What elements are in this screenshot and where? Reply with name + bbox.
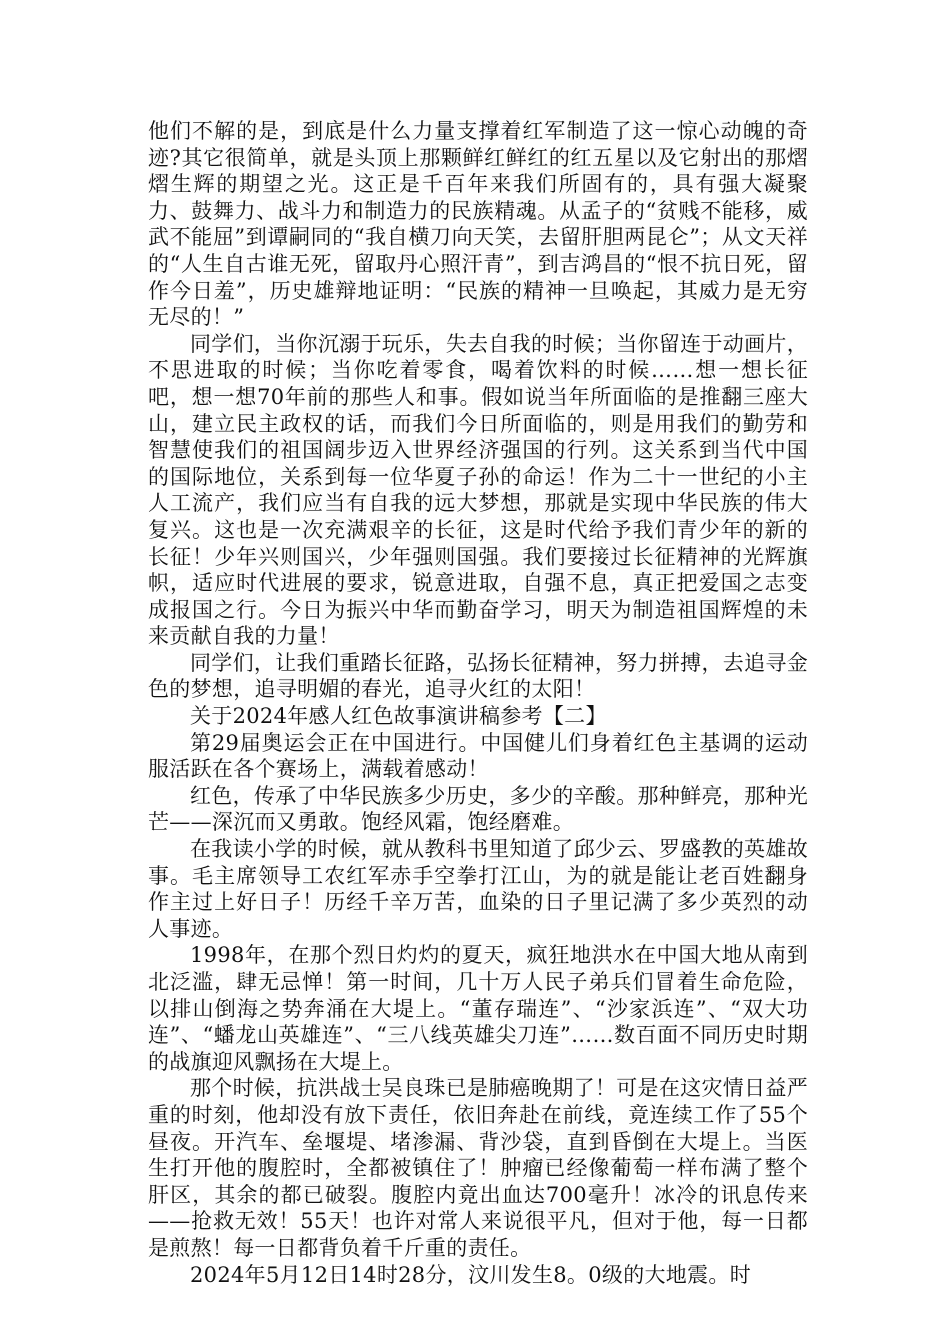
document-body [148, 118, 808, 1288]
paragraph: 他们不解的是，到底是什么力量支撑着红军制造了这一惊心动魄的奇迹?其它很简单，就是头顶上那颗鲜红鲜红的红五星以及它射出的那熠熠生辉的期望之光。这正是千百年来我们所固有的，具有强大凝聚力、鼓舞力、战斗力和制造力的民族精魂。从孟子的“贫贱不能移，威武不能屈”到谭嗣同的“我自横刀向天笑，去留肝胆两昆仑”；从文天祥的“人生自古谁无死，留取丹心照汗青”，到吉鸿昌的“恨不抗日死，留作今日羞”，历史雄辩地证明：“民族的精神一旦唤起，其威力是无穷无尽的！” [148, 119, 808, 330]
paragraph: 第29届奥运会正在中国进行。中国健儿们身着红色主基调的运动服活跃在各个赛场上，满载着感动！ [148, 730, 808, 782]
paragraph: 红色，传承了中华民族多少历史，多少的辛酸。那种鲜亮，那种光芒——深沉而又勇敢。饱经风霜，饱经磨难。 [148, 783, 808, 835]
paragraph: 2024年5月12日14时28分，汶川发生8。0级的大地震。时 [190, 1262, 751, 1287]
paragraph: 同学们，当你沉溺于玩乐，失去自我的时候；当你留连于动画片，不思进取的时候；当你吃着零食，喝着饮料的时候……想一想长征吧，想一想70年前的那些人和事。假如说当年所面临的是推翻三座大山，建立民主政权的话，而我们今日所面临的，则是用我们的勤劳和智慧使我们的祖国阔步迈入世界经济强国的行列。这关系到当代中国的国际地位，关系到每一位华夏子孙的命运！作为二十一世纪的小主人工流产，我们应当有自我的远大梦想，那就是实现中华民族的伟大复兴。这也是一次充满艰辛的长征，这是时代给予我们青少年的新的长征！少年兴则国兴，少年强则国强。我们要接过长征精神的光辉旗帜，适应时代进展的要求，锐意进取，自强不息，真正把爱国之志变成报国之行。今日为振兴中华而勤奋学习，明天为制造祖国辉煌的未来贡献自我的力量！ [148, 331, 808, 649]
paragraph: 同学们，让我们重踏长征路，弘扬长征精神，努力拼搏，去追寻金色的梦想，追寻明媚的春光，追寻火红的太阳！ [148, 650, 808, 702]
section-heading: 关于2024年感人红色故事演讲稿参考【二】 [190, 704, 607, 729]
paragraph: 在我读小学的时候，就从教科书里知道了邱少云、罗盛教的英雄故事。毛主席领导工农红军赤手空拳打江山，为的就是能让老百姓翻身作主过上好日子！历经千辛万苦，血染的日子里记满了多少英烈的动人事迹。 [148, 837, 808, 941]
paragraph: 那个时候，抗洪战士吴良珠已是肺癌晚期了！可是在这灾情日益严重的时刻，他却没有放下责任，依旧奔赴在前线，竟连续工作了55个昼夜。开汽车、垒堰堤、堵渗漏、背沙袋，直到昏倒在大堤上。当医生打开他的腹腔时，全都被镇住了！肿瘤已经像葡萄一样布满了整个肝区，其余的都已破裂。腹腔内竟出血达700毫升！冰冷的讯息传来——抢救无效！55天！也许对常人来说很平凡，但对于他，每一日都是煎熬！每一日都背负着千斤重的责任。 [148, 1076, 808, 1260]
paragraph: 1998年，在那个烈日灼灼的夏天，疯狂地洪水在中国大地从南到北泛滥，肆无忌惮！第一时间，几十万人民子弟兵们冒着生命危险，以排山倒海之势奔涌在大堤上。“董存瑞连”、“沙家浜连”、“双大功连”、“蟠龙山英雄连”、“三八线英雄尖刀连”……数百面不同历史时期的战旗迎风飘扬在大堤上。 [148, 943, 808, 1074]
